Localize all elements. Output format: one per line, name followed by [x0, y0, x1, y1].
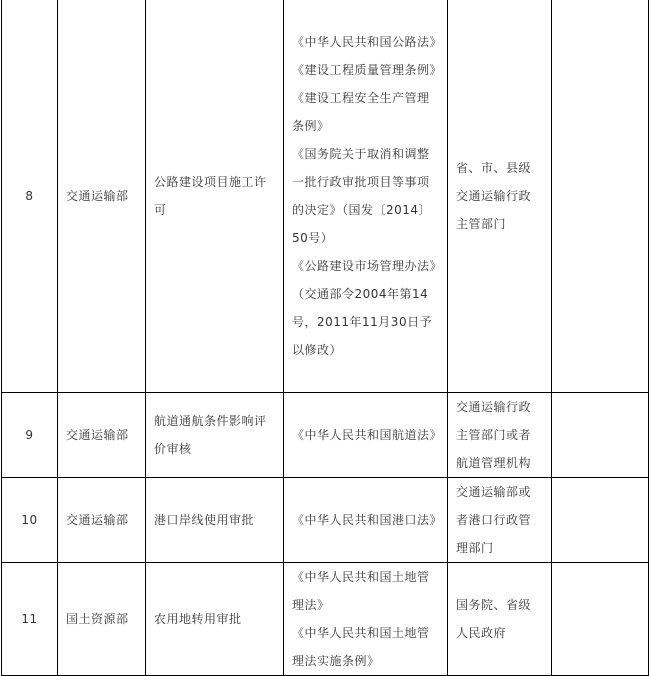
legal-basis-line: 《建设工程安全生产管理条例》	[292, 90, 430, 133]
legal-basis-line: 《国务院关于取消和调整一批行政审批项目等事项的决定》（国发〔2014〕50号）	[292, 146, 432, 245]
legal-basis-line: 《建设工程质量管理条例》	[292, 62, 443, 77]
approval-item-cell: 航道通航条件影响评价审核	[146, 392, 284, 477]
implementing-authority-cell: 交通运输行政主管部门或者航道管理机构	[448, 392, 552, 477]
approval-item-cell: 农用地转用审批	[146, 562, 284, 675]
remark-cell	[552, 477, 649, 562]
department-cell: 国土资源部	[58, 562, 146, 675]
legal-basis-line: 《中华人民共和国土地管理法》	[292, 569, 430, 612]
approval-item-cell: 公路建设项目施工许可	[146, 0, 284, 392]
approval-item-cell: 港口岸线使用审批	[146, 477, 284, 562]
legal-basis-cell	[284, 392, 448, 477]
table-row	[2, 392, 649, 477]
implementing-authority-cell: 国务院、省级人民政府	[448, 562, 552, 675]
department-cell: 交通运输部	[58, 392, 146, 477]
legal-basis-line: 《中华人民共和国公路法》	[292, 34, 443, 49]
table-row	[2, 562, 649, 675]
legal-basis-cell	[284, 562, 448, 675]
legal-basis-cell	[284, 477, 448, 562]
table-row	[2, 477, 649, 562]
legal-basis-line: 《中华人民共和国航道法》	[292, 427, 443, 442]
remark-cell	[552, 562, 649, 675]
implementing-authority-cell: 省、市、县级交通运输行政主管部门	[448, 0, 552, 392]
legal-basis-line: 《中华人民共和国土地管理法实施条例》	[292, 625, 430, 668]
department-cell: 交通运输部	[58, 477, 146, 562]
department-cell: 交通运输部	[58, 0, 146, 392]
row-number: 8	[2, 0, 58, 392]
approval-items-table	[1, 0, 649, 676]
remark-cell	[552, 0, 649, 392]
table-row	[2, 0, 649, 392]
row-number: 9	[2, 392, 58, 477]
implementing-authority-cell: 交通运输部或者港口行政管理部门	[448, 477, 552, 562]
legal-basis-line: 《公路建设市场管理办法》（交通部令2004年第14号，2011年11月30日予以修改）	[292, 258, 437, 357]
remark-cell	[552, 392, 649, 477]
legal-basis-cell	[284, 0, 448, 392]
legal-basis-line: 《中华人民共和国港口法》	[292, 512, 443, 527]
row-number: 11	[2, 562, 58, 675]
row-number: 10	[2, 477, 58, 562]
